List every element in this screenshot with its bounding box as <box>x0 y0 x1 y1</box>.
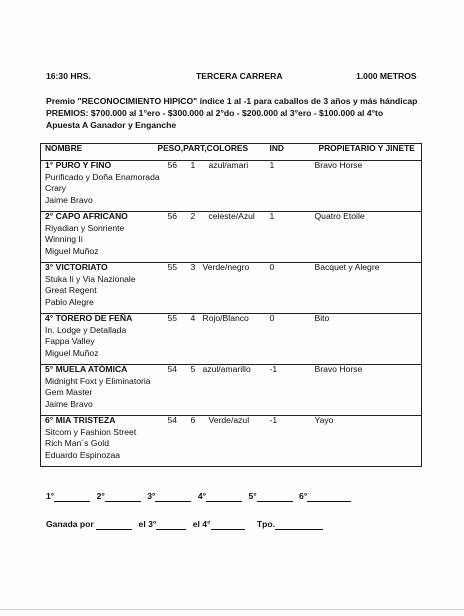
ind-value: -1 <box>270 416 315 467</box>
scan-edge <box>0 609 464 610</box>
place-blank[interactable] <box>105 492 141 502</box>
tpo-label: Tpo. <box>256 519 276 530</box>
part: 1 <box>190 160 196 170</box>
entry-info <box>41 314 158 365</box>
part: 6 <box>190 415 196 425</box>
place-blank[interactable] <box>54 492 90 502</box>
owner-name: Bito <box>315 314 422 365</box>
peso: 55 <box>167 262 178 272</box>
colores: Verde/negro <box>202 262 250 272</box>
owner-name: Bravo Horse <box>315 161 422 212</box>
col-owner: PROPIETARIO Y JINETE <box>315 144 422 161</box>
horse-sire: Rich Man´s Gold <box>45 438 109 448</box>
entry-info <box>41 161 158 212</box>
horse-name: 1° PURO Y FINO <box>45 160 112 170</box>
horse-pedigree: Purificado y Doña Enamorada <box>45 171 160 182</box>
tpo-blank[interactable] <box>275 520 323 530</box>
peso-part-colores <box>158 212 270 263</box>
el3-blank[interactable] <box>156 520 186 530</box>
ind-value: 0 <box>270 263 315 314</box>
owner-name: Yayo <box>315 416 422 467</box>
entry-info <box>41 263 158 314</box>
place-label: 1° <box>46 491 55 502</box>
place-blank[interactable] <box>307 492 351 502</box>
place-label: 4° <box>197 491 207 502</box>
race-title: TERCERA CARRERA <box>196 71 283 81</box>
entry-info <box>41 212 158 263</box>
jockey-name: Eduardo Espinozaa <box>45 449 121 460</box>
peso-part-colores <box>158 263 270 314</box>
table-row <box>41 365 422 416</box>
col-name: NOMBRE <box>41 144 158 161</box>
jockey-name: Jaime Bravo <box>45 398 93 409</box>
part: 4 <box>190 313 196 323</box>
horse-pedigree: Stuka Ii y Via Nazionale <box>45 273 136 284</box>
peso-part-colores <box>158 365 270 416</box>
part: 5 <box>190 364 196 374</box>
horse-name: 3° VICTORIATO <box>45 262 108 272</box>
ganada-por-blank[interactable] <box>96 520 132 530</box>
part: 2 <box>190 211 196 221</box>
place-blank[interactable] <box>206 492 242 502</box>
colores: azul/amari <box>208 160 249 170</box>
table-row <box>41 416 422 467</box>
place-blank[interactable] <box>155 492 191 502</box>
jockey-name: Jaime Bravo <box>45 194 93 205</box>
owner-name: Quatro Etoile <box>315 212 422 263</box>
horse-name: 5° MUELA ATÓMICA <box>45 364 128 374</box>
horse-name: 6° MIA TRISTEZA <box>45 415 116 425</box>
el4-label: el 4° <box>192 519 211 530</box>
colores: Rojo/Blanco <box>202 313 249 323</box>
jockey-name: Miguel Muñoz <box>45 347 99 358</box>
horse-name: 2° CAPO AFRICANO <box>45 211 128 221</box>
part: 3 <box>190 262 196 272</box>
place-label: 2° <box>96 491 105 502</box>
owner-name: Bacquet y Alegre <box>315 263 422 314</box>
peso: 56 <box>167 160 178 170</box>
horse-pedigree: Riyadian y Sonriente <box>45 222 125 233</box>
owner-name: Bravo Horse <box>315 365 422 416</box>
ganada-por-label: Ganada por <box>46 519 94 530</box>
entry-info <box>41 365 158 416</box>
race-distance: 1.000 METROS <box>356 71 417 81</box>
peso-part-colores <box>158 161 270 212</box>
place-blank[interactable] <box>257 492 293 502</box>
horse-sire: Crary <box>45 183 67 193</box>
place-label: 5° <box>248 491 257 502</box>
bet-types: Apuesta A Ganador y Enganche <box>46 120 177 130</box>
peso: 54 <box>167 415 178 425</box>
ind-value: -1 <box>270 365 315 416</box>
horse-pedigree: Sitcom y Fashion Street <box>45 426 137 437</box>
horse-name: 4° TORERO DE FEÑA <box>45 313 133 323</box>
race-time: 16:30 HRS. <box>46 71 91 81</box>
peso-part-colores <box>158 314 270 365</box>
horse-pedigree: In. Lodge y Detallada <box>45 324 127 335</box>
colores: Verde/azul <box>208 415 250 425</box>
peso: 56 <box>167 211 178 221</box>
horse-pedigree: Midnight Foxt y Eliminatoria <box>45 375 151 386</box>
table-row <box>41 212 422 263</box>
horse-sire: Gem Master <box>45 387 93 397</box>
col-ind: IND <box>270 144 315 161</box>
horse-sire: Winning Ii <box>45 234 83 244</box>
jockey-name: Pablo Alegre <box>45 296 94 307</box>
col-peso-colores: PESO,PART,COLORES <box>158 144 270 161</box>
peso-part-colores <box>158 416 270 467</box>
horse-sire: Great Regent <box>45 285 97 295</box>
colores: azul/amarillo <box>202 364 251 374</box>
el4-blank[interactable] <box>211 520 245 530</box>
ind-value: 1 <box>270 212 315 263</box>
table-row <box>41 314 422 365</box>
prize-amounts: PREMIOS: $700.000 al 1°ero - $300.000 al 2°do - $200.000 al 3°ero - $100.000 al 4°to <box>46 108 384 118</box>
result-line <box>46 520 323 530</box>
table-header-row <box>41 144 422 161</box>
peso: 55 <box>167 313 178 323</box>
ind-value: 1 <box>270 161 315 212</box>
colores: celeste/Azul <box>208 211 255 221</box>
place-label: 6° <box>299 491 308 502</box>
horse-sire: Fappa Valley <box>45 336 95 346</box>
el3-label: el 3° <box>138 519 157 530</box>
place-label: 3° <box>147 491 156 502</box>
places-line <box>46 492 351 502</box>
jockey-name: Miguel Muñoz <box>45 245 99 256</box>
table-row <box>41 263 422 314</box>
ind-value: 0 <box>270 314 315 365</box>
prize-title: Premio "RECONOCIMIENTO HIPICO" índice 1 al -1 para caballos de 3 años y más hándicap <box>46 96 418 106</box>
entries-table <box>40 143 422 467</box>
peso: 54 <box>167 364 178 374</box>
entry-info <box>41 416 158 467</box>
table-row <box>41 161 422 212</box>
